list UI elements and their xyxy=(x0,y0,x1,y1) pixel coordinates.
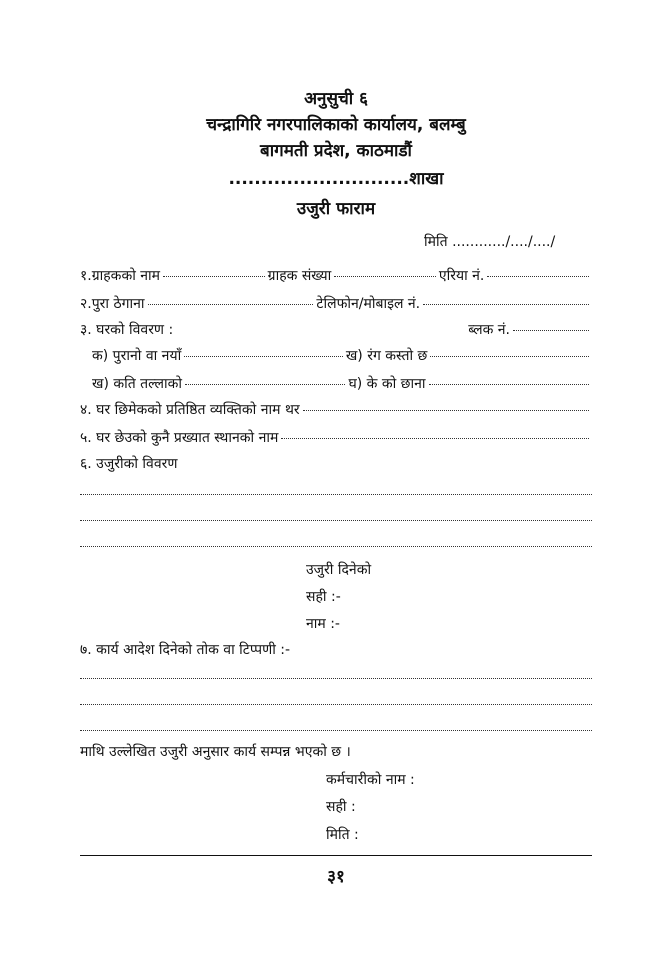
staff-name: कर्मचारीको नाम : xyxy=(326,772,415,788)
neighbour-blank xyxy=(303,409,589,411)
office-heading: चन्द्रागिरि नगरपालिकाको कार्यालय, बलम्बु xyxy=(206,115,466,135)
date-line xyxy=(424,232,555,251)
branch-heading xyxy=(0,166,672,189)
work-order-line xyxy=(80,704,592,705)
footer-rule xyxy=(80,855,592,856)
date-blank: ............/..../..../ xyxy=(452,234,556,250)
staff-date: मिति : xyxy=(326,827,359,843)
roof-type-blank xyxy=(429,383,589,385)
customer-number-blank xyxy=(334,275,436,277)
complainant-heading: उजुरी दिनेको xyxy=(306,562,372,578)
house-color-label: ख) रंग कस्तो छ xyxy=(345,348,428,364)
customer-name-label: १.ग्राहकको नाम xyxy=(80,268,161,284)
address-label: २.पुरा ठेगाना xyxy=(80,296,145,312)
complaint-details-label: ६. उजुरीको विवरण xyxy=(80,456,178,472)
address-blank xyxy=(148,303,314,305)
staff-signature: सही : xyxy=(326,799,356,815)
complainant-name: नाम :- xyxy=(306,616,340,632)
form-title: उजुरी फाराम xyxy=(296,199,376,219)
house-floors-label: ख) कति तल्लाको xyxy=(92,376,182,392)
province-heading: बागमती प्रदेश, काठमाडौं xyxy=(260,141,412,161)
page-number: ३१ xyxy=(327,867,345,887)
field-customer-name xyxy=(80,266,592,285)
branch-label: शाखा xyxy=(409,169,444,189)
complaint-details-line xyxy=(80,520,592,521)
field-house-details xyxy=(80,320,592,339)
schedule-heading: अनुसुची ६ xyxy=(304,89,368,109)
field-neighbour xyxy=(80,400,592,419)
field-house-age-color xyxy=(92,346,592,365)
branch-blank: ............................ xyxy=(228,169,410,189)
block-number-blank xyxy=(513,329,589,331)
area-number-blank xyxy=(487,275,589,277)
customer-number-label: ग्राहक संख्या xyxy=(267,268,332,284)
block-number-label: ब्लक नं. xyxy=(468,322,510,338)
field-house-floors-roof xyxy=(92,374,592,393)
complaint-details-line xyxy=(80,546,592,547)
complaint-details-line xyxy=(80,494,592,495)
house-age-label: क) पुरानो वा नयाँ xyxy=(92,348,182,364)
area-number-label: एरिया नं. xyxy=(438,268,485,284)
completion-note: माथि उल्लेखित उजुरी अनुसार कार्य सम्पन्न भएको छ । xyxy=(80,744,351,760)
phone-blank xyxy=(423,303,589,305)
house-color-blank xyxy=(430,355,589,357)
field-address xyxy=(80,294,592,313)
roof-type-label: घ) के को छाना xyxy=(348,376,426,392)
work-order-line xyxy=(80,678,592,679)
phone-label: टेलिफोन/मोबाइल नं. xyxy=(316,296,421,312)
neighbour-label: ४. घर छिमेकको प्रतिष्ठित व्यक्तिको नाम थर xyxy=(80,402,300,418)
field-landmark xyxy=(80,428,592,447)
house-details-label: ३. घरको विवरण : xyxy=(80,322,174,338)
landmark-blank xyxy=(281,437,589,439)
house-floors-blank xyxy=(185,383,345,385)
work-order-label: ७. कार्य आदेश दिनेको तोक वा टिप्पणी :- xyxy=(80,642,291,658)
date-label: मिति xyxy=(424,234,448,250)
complainant-signature: सही :- xyxy=(306,589,341,605)
landmark-label: ५. घर छेउको कुनै प्रख्यात स्थानको नाम xyxy=(80,430,279,446)
work-order-line xyxy=(80,730,592,731)
customer-name-blank xyxy=(163,275,265,277)
house-age-blank xyxy=(184,355,343,357)
